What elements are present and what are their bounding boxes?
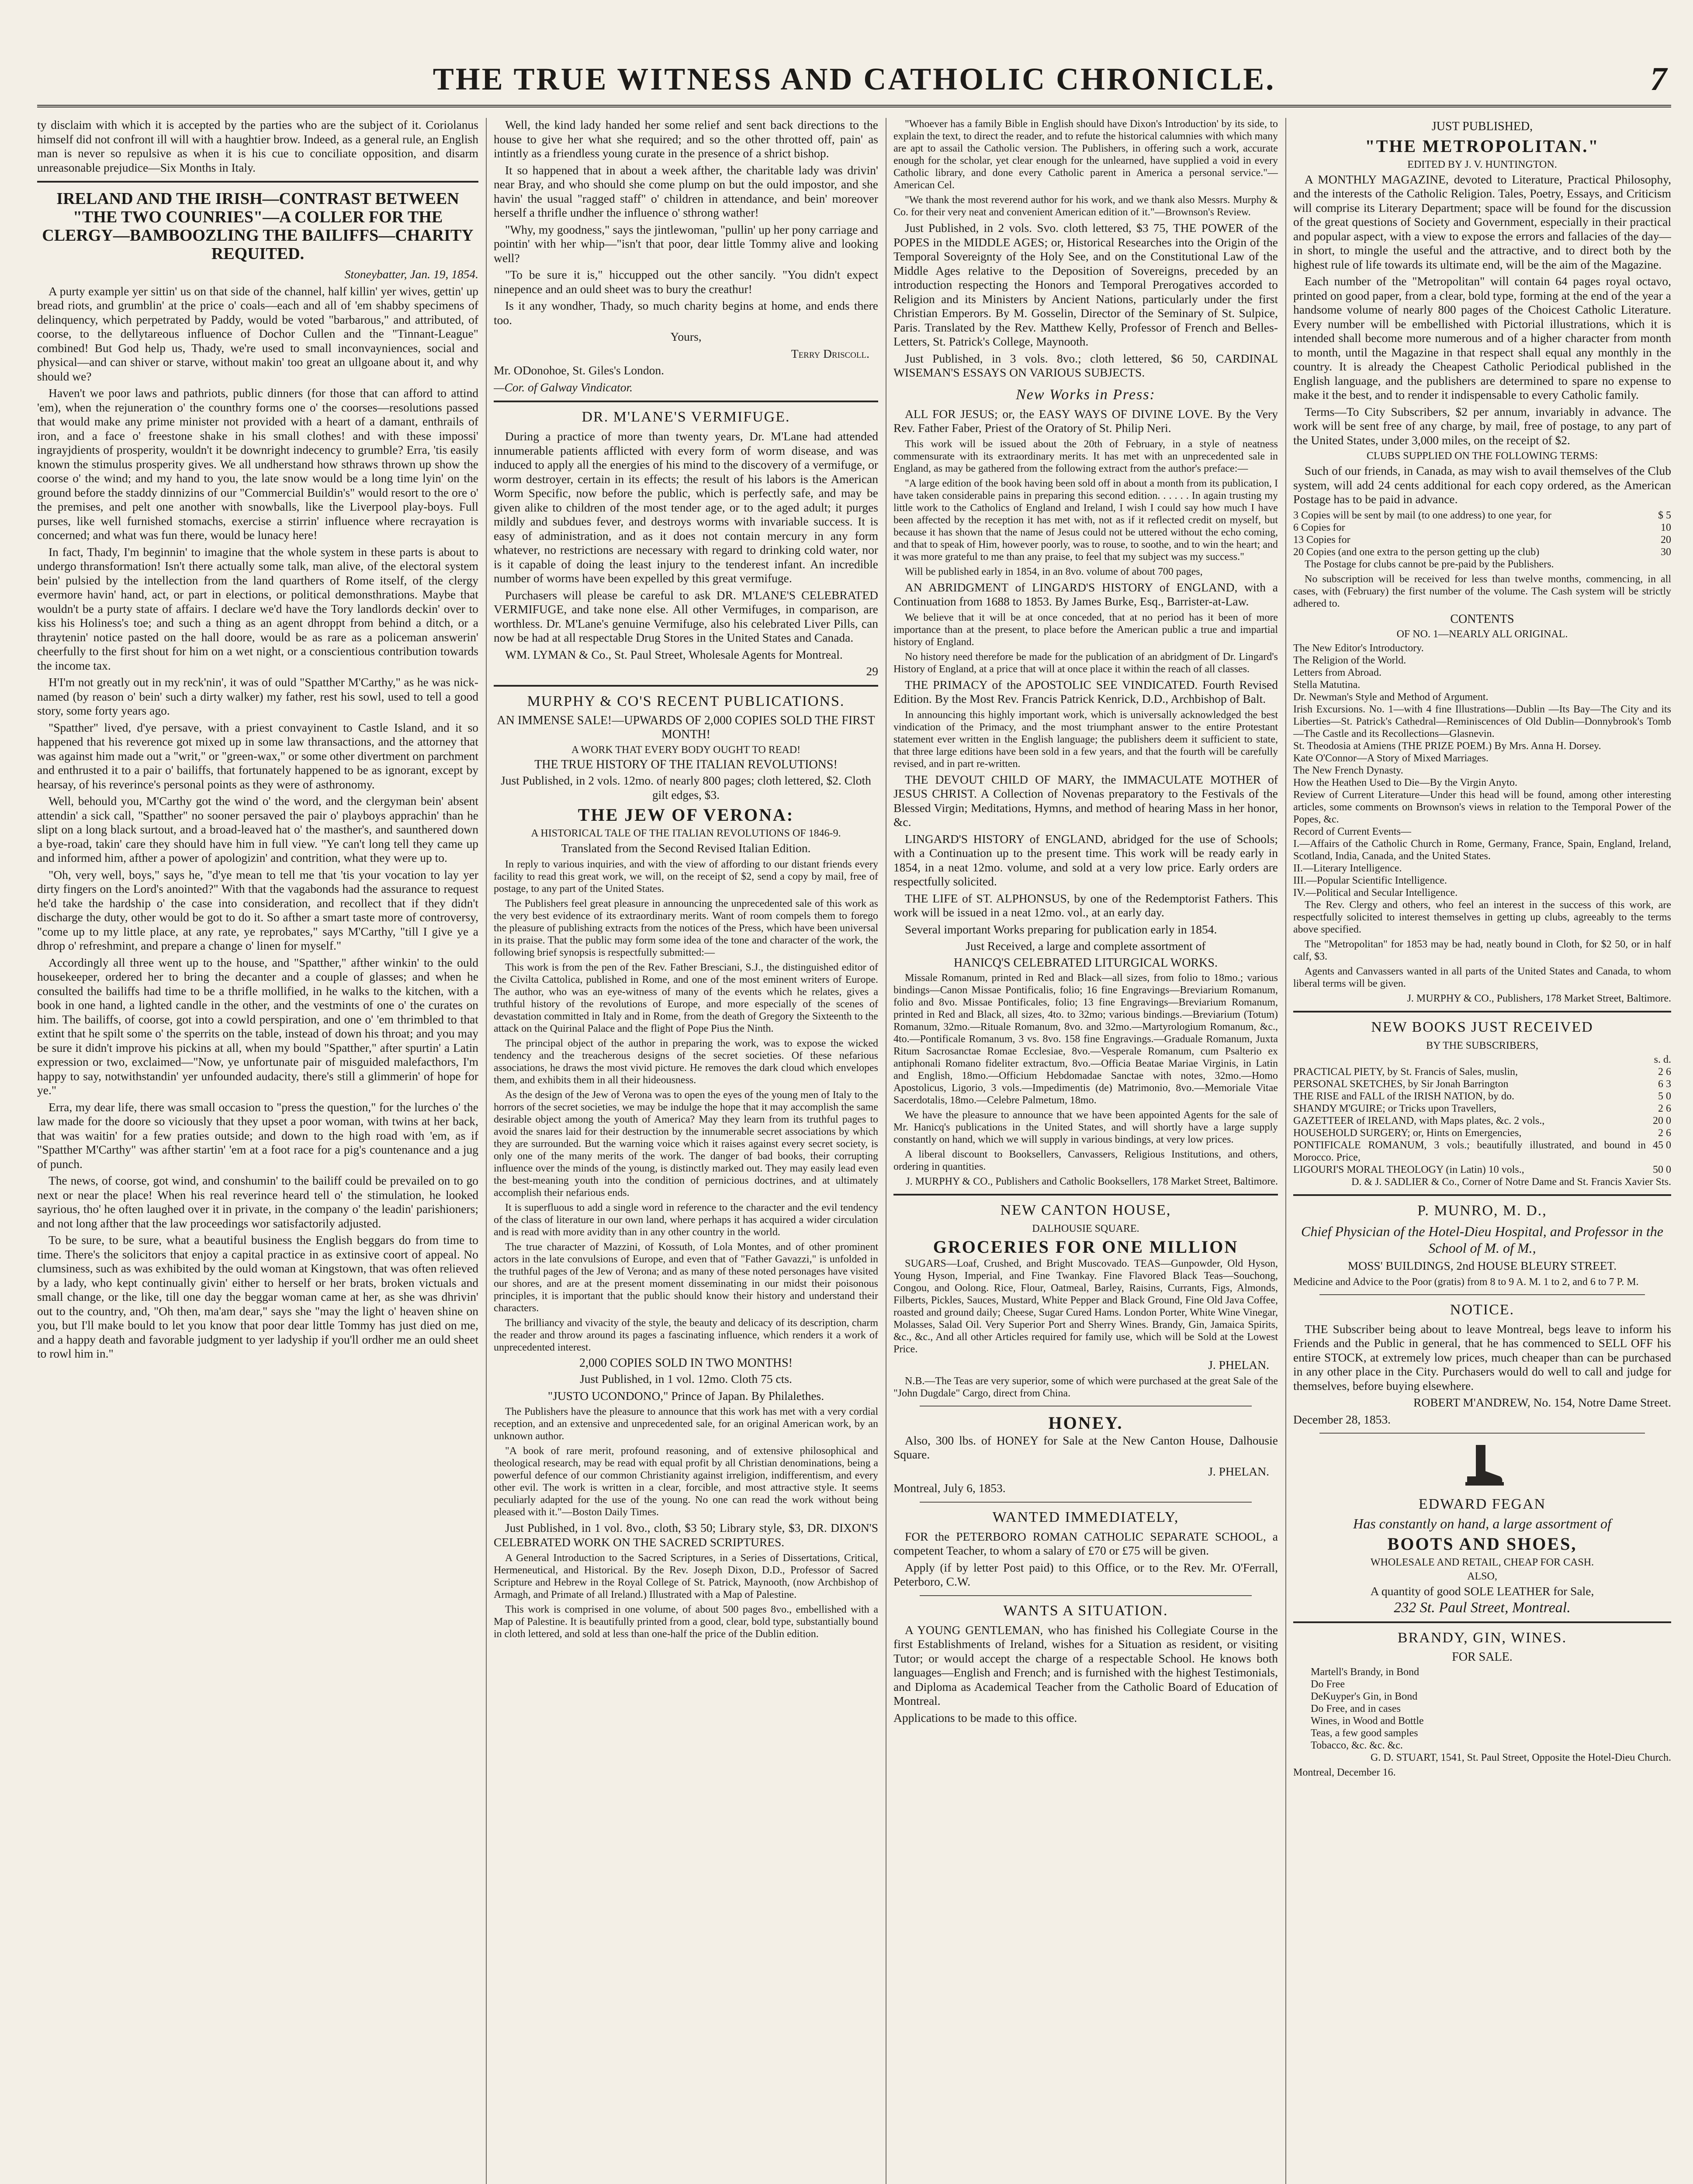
ad-signature: J. MURPHY & CO., Publishers, 178 Market Street, Baltimore. <box>1407 993 1671 1004</box>
ad-text: A quantity of good SOLE LEATHER for Sale, <box>1370 1584 1594 1598</box>
contents-item: II.—Literary Intelligence. <box>1293 863 1402 874</box>
ad-text: MOSS' BUILDINGS, 2nd HOUSE BLEURY STREET. <box>1347 1259 1617 1272</box>
contents-item: III.—Popular Scientific Intelligence. <box>1293 875 1447 886</box>
article-text: A purty example yer sittin' us on that side of the channel, half killin' yer wives, gettin' up bread riots, and grumblin' at the price o' coals—each and all of 'em shabby specimens of delinquency, which perpetrated by Paddy, would be voted "barbarous," and attributed, of coorse, to the dellytareous influence of Dochor Cullen and the "Tinnant-League" combined! But God help us, Thady, we're used to small inconvayniences, social and physical—and can shiver or starve, without makin' too great an ullgoane about it, and why should we? <box>37 284 478 383</box>
ad-text: We believe that it will be at once conceded, that at no period has it been of more importance than at the present, to place before the American public a true and impartial history of England. <box>893 612 1278 648</box>
ad-text: Several important Works preparing for publication early in 1854. <box>905 922 1217 936</box>
price-label: LIGOURI'S MORAL THEOLOGY (in Latin) 10 vols., <box>1293 1164 1524 1175</box>
ad-text: A MONTHLY MAGAZINE, devoted to Literature, Practical Philosophy, and the interests of the Catholic Religion. Tales, Poetry, Essays, and Criticism will comprise its Literary Department; space will be found for the discussion of the great questions of Society and Government, especially in their practical and popular aspect, with a view to expose the errors and fallacies of the day—in short, to mingle the useful and the attractive, and to direct both by the highest rule of life towards its ultimate end, will be the aim of the Magazine. <box>1293 172 1671 271</box>
ad-text: Just Published, in 1 vol. 8vo., cloth, $3 50; Library style, $3, DR. DIXON'S CELEBRATED WORK ON THE SACRED SCRIPTURES. <box>494 1521 878 1549</box>
price-label: PONTIFICALE ROMANUM, 3 vols.; beautifully illustrated, and bound in Morocco. Price, <box>1293 1140 1646 1163</box>
ad-text: "Whoever has a family Bible in English should have Dixon's Introduction' by its side, to explain the text, to direct the reader, and to refute the historical calumnies with which many are apt to assail the Catholic version. The Publishers, in offering such a work, accurate enough for the scholar, yet clear enough for the unlearned, have supplied a void in every Catholic library, and done every Catholic parent in America a personal service."—American Cel. <box>893 118 1278 191</box>
newspaper-title: THE TRUE WITNESS AND CATHOLIC CHRONICLE. <box>433 62 1276 97</box>
ad-text: The Publishers feel great pleasure in announcing the unprecedented sale of this work as the very best evidence of its extraordinary merits. Want of room compels them to forego the pleasure of publishing extracts from the notices of the Press, which have been universal in its praise. That the public may form some idea of the tone and character of the work, the following brief synopsis is respectfully submitted:— <box>494 898 878 958</box>
ad-heading: P. MUNRO, M. D., <box>1417 1203 1547 1219</box>
ad-text: Such of our friends, in Canada, as may wish to avail themselves of the Club system, will add 24 cents additional for each copy ordered, as the American Postage has to be paid in advance. <box>1293 464 1671 506</box>
ad-signature: D. & J. SADLIER & Co., Corner of Notre Dame and St. Francis Xavier Sts. <box>1351 1176 1671 1188</box>
price-value: 30 <box>1661 546 1671 558</box>
article-headline: IRELAND AND THE IRISH—CONTRAST BETWEEN "THE TWO COUNRIES"—A COLLER FOR THE CLERGY—BAMBOOZLING THE BAILIFFS—CHARITY REQUITED. <box>42 190 474 263</box>
ad-heading: DR. M'LANE'S VERMIFUGE. <box>582 409 790 425</box>
letter-closing: Yours, <box>670 330 702 343</box>
contents-item: Review of Current Literature—Under this head will be found, among other interesting articles, some comments on Brownson's views in relation to the Temporal Power of the Popes, &c. <box>1293 789 1671 825</box>
ad-number: 29 <box>866 664 878 678</box>
ad-signature: J. PHELAN. <box>1208 1358 1269 1372</box>
ad-text: FOR the PETERBORO ROMAN CATHOLIC SEPARATE SCHOOL, a competent Teacher, to whom a salary of £70 or £75 will be given. <box>893 1529 1278 1557</box>
dateline: Stoneybatter, Jan. 19, 1854. <box>344 267 478 281</box>
ad-text: No subscription will be received for less than twelve months, commencing, in all cases, with (February) the first number of the volume. The Cash system will be strictly adhered to. <box>1293 573 1671 609</box>
ad-heading: WANTS A SITUATION. <box>1003 1602 1168 1619</box>
price-row <box>1293 1115 1671 1127</box>
divider <box>1293 1194 1671 1196</box>
ad-subheading: 2,000 COPIES SOLD IN TWO MONTHS! <box>579 1356 793 1370</box>
column-rule <box>486 118 487 2184</box>
ad-signature: ROBERT M'ANDREW, No. 154, Notre Dame Street. <box>1413 1396 1671 1409</box>
price-value: 2 6 <box>1658 1066 1671 1078</box>
boot-icon <box>1458 1441 1506 1489</box>
column-4 <box>1293 118 1671 2184</box>
article-text: The news, of coorse, got wind, and conshumin' to the bailiff could be prevailed on to go next or near the place! When his real reverince heard tell o' the stimulation, he looked sayrious, tho' he often laughed over it in private, in the company o' the leadin' parishioners; and not long afther that the law proceedings wor satisfactorily adjusted. <box>37 1174 478 1230</box>
column-2 <box>494 118 878 2184</box>
price-label: GAZETTEER of IRELAND, with Maps plates, &c. 2 vols., <box>1293 1115 1545 1127</box>
ad-heading: NEW CANTON HOUSE, <box>1000 1202 1171 1218</box>
ad-text: Just Published, in 2 vols. 12mo. of nearly 800 pages; cloth lettered, $2. Cloth gilt edges, $3. <box>501 774 871 802</box>
ad-date: Montreal, July 6, 1853. <box>893 1481 1006 1495</box>
ad-heading: NEW BOOKS JUST RECEIVED <box>1371 1019 1593 1035</box>
price-value: 10 <box>1661 522 1671 533</box>
divider <box>494 685 878 687</box>
ad-text: "A book of rare merit, profound reasoning, and of extensive philosophical and theological research, may be read with equal profit by all Christian denominations, being a powerful defence of our common Christianity against irreligion, indifferentism, and every other evil. The work is written in a clear, forcible, and most attractive style. It seems peculiarly adapted for the use of the young. No one can read the work without being pleased with it."—Boston Daily Times. <box>494 1445 878 1518</box>
article-text: It so happened that in about a week afther, the charitable lady was drivin' near Bray, and who should she come plump on but the ould impostor, and she havin' the usual "ragged staff" o' children in attendance, and bein' moreover herself a thrifle undher the influence o' sthrong wather! <box>494 163 878 219</box>
ad-heading: "THE METROPOLITAN." <box>1365 136 1600 156</box>
column-rule <box>1285 118 1286 2184</box>
liquor-item: Wines, in Wood and Bottle <box>1311 1715 1424 1727</box>
price-value: 6 3 <box>1658 1078 1671 1090</box>
ad-heading: MURPHY & CO'S RECENT PUBLICATIONS. <box>527 693 845 709</box>
ad-heading: BOOTS AND SHOES, <box>1387 1534 1577 1554</box>
ad-text: In reply to various inquiries, and with the view of affording to our distant friends every facility to read this great work, we will, on the receipt of $2, send a copy by mail, free of postage, to any part of the United States. <box>494 858 878 895</box>
ad-subheading: JUST PUBLISHED, <box>1431 120 1533 133</box>
ad-heading: WANTED IMMEDIATELY, <box>992 1509 1179 1525</box>
ad-text: THE Subscriber being about to leave Montreal, begs leave to inform his Friends and the Public in general, that he has commenced to SELL OFF his entire STOCK, at extremely low prices, much cheaper than can be purchased in any other place in the City. Purchasers would do well to call and judge for themselves, before buying elsewhere. <box>1293 1322 1671 1393</box>
ad-text: SUGARS—Loaf, Crushed, and Bright Muscovado. TEAS—Gunpowder, Old Hyson, Young Hyson, Imperial, and Fine Twankay. Fine Flavored Black Teas—Souchong, Congou, and Oolong. Rice, Flour, Oatmeal, Barley, Raisins, Currants, Figs, Almonds, Filberts, Pickles, Sauces, Mustard, White Pepper and Black Ground, Fine Old Java Coffee, roasted and ground daily; Cheese, Sugar Cured Hams. London Porter, White Wine Vinegar, Molasses, Salad Oil. Very Superior Port and Sherry Wines. Brandy, Gin, Jamaica Spirits, &c., &c., And all other Articles required for family use, which will be Sold at the Lowest Price. <box>893 1258 1278 1355</box>
page-number: 7 <box>1650 61 1667 97</box>
ad-subheading: WHOLESALE AND RETAIL, CHEAP FOR CASH. <box>1370 1556 1594 1568</box>
ad-text: The "Metropolitan" for 1853 may be had, neatly bound in Cloth, for $2 50, or in half calf, $3. <box>1293 939 1671 962</box>
contents-item: How the Heathen Used to Die—By the Virgin Anyto. <box>1293 777 1517 788</box>
ad-text: Also, 300 lbs. of HONEY for Sale at the New Canton House, Dalhousie Square. <box>893 1433 1278 1461</box>
price-value: 2 6 <box>1658 1127 1671 1139</box>
price-row <box>1293 1102 1671 1115</box>
column-1 <box>37 118 478 2184</box>
liquor-item: Do Free <box>1311 1679 1345 1690</box>
divider <box>1319 1294 1645 1295</box>
article-text: H'I'm not greatly out in my reck'nin', it was of ould "Spatther M'Carthy," as he was nick-named (by reason o' bein' such a dirty walker) my father, rest his sowl, used to tell a good story, some forty years ago. <box>37 675 478 717</box>
ad-text: AN ABRIDGMENT of LINGARD'S HISTORY of ENGLAND, with a Continuation from 1688 to 1853. By James Burke, Esq., Barrister-at-Law. <box>893 580 1278 608</box>
ad-subheading: AN IMMENSE SALE!—UPWARDS OF 2,000 COPIES SOLD THE FIRST MONTH! <box>497 713 875 741</box>
contents-item: Stella Matutina. <box>1293 679 1361 691</box>
ad-subheading: THE TRUE HISTORY OF THE ITALIAN REVOLUTIONS! <box>534 757 838 771</box>
ad-subheading: DALHOUSIE SQUARE. <box>1032 1223 1139 1234</box>
ad-text: During a practice of more than twenty years, Dr. M'Lane had attended innumerable patients afflicted with every form of worm disease, and was induced to apply all the energies of his mind to the discovery of a vermifuge, or worm destroyer, certain in its effects; the result of his labors is the American Worm Specific, now before the public, which is perfectly safe, and may be given alike to children of the most tender age, or to the aged adult; it purges mildly and subdues fever, and destroys worms with invariable success. It is easy of administration, and as it does not contain mercury in any form whatever, no restrictions are necessary with regard to drinking cold water, nor is it capable of doing the least injury to the tenderest infant. An incredible number of worms have been expelled by this great vermifuge. <box>494 429 878 585</box>
ad-subheading: New Works in Press: <box>1016 386 1156 403</box>
divider <box>1319 1433 1645 1434</box>
ad-heading: EDWARD FEGAN <box>1418 1496 1546 1512</box>
ad-text: THE LIFE of ST. ALPHONSUS, by one of the Redemptorist Fathers. This work will be issued in a neat 12mo. vol., at an early day. <box>893 891 1278 919</box>
liquor-item: Do Free, and in cases <box>1311 1703 1401 1714</box>
price-value: 20 <box>1661 534 1671 546</box>
liquor-item: Tobacco, &c. &c. &c. <box>1311 1740 1403 1751</box>
article-text: Haven't we poor laws and pathriots, public dinners (for those that can afford to attind 'em), when the rejuneration o' the counthry forms one o' the coorses—resolutions passed that would make any prime minister not provided with a heart of a damant, enthrails of iron, and a face o' freestone shake in his small clothes! and with these impossi' ingrayjdients of prosperity, wouldn't it be downright indecency to grumble? Erra, 'tis easily known the stimulus prosperity gives. We all undherstand how sthraws thrown up show the coorse o' the wind; and my hand to you, the late snow would be a long time lyin' on the ground before the staddy dinnizins of our "Commercial Buildin's" would resort to the ore o' the premises, and pelt one another with snowballs, like the Liverpool play-boys. Full purses, like well furnished stomachs, exercise a stirrin' influence where recrayation is concerned; and what was fun there, would be lunacy here! <box>37 386 478 542</box>
contents-list <box>1293 642 1671 899</box>
liquor-item: Martell's Brandy, in Bond <box>1311 1666 1419 1678</box>
ad-text: A YOUNG GENTLEMAN, who has finished his Collegiate Course in the first Establishments of Ireland, wishes for a Situation as resident, or visiting Tutor; or would accept the charge of a respectable School. He knows both languages—English and French; and is furnished with the highest Testimonials, and Diploma as Academical Teacher from the Catholic Board of Education of Montreal. <box>893 1623 1278 1707</box>
ad-subheading: A WORK THAT EVERY BODY OUGHT TO READ! <box>571 744 801 756</box>
ad-text: Terms—To City Subscribers, $2 per annum, invariably in advance. The work will be sent free of any charge, by mail, free of postage, to any part of the United States, under 3,000 miles, on the receipt of $2. <box>1293 404 1671 447</box>
ad-text: "A large edition of the book having been sold off in about a month from its publication, I have taken considerable pains in preparing this second edition. . . . . . In again trusting my little work to the Catholics of England and Ireland, I wish I could say how much I have been affected by the reception it has met with, not as if it reflected credit on myself, but because it has shown that the name of Jesus could not be uttered without the echo coming, and that to speak of Him, however poorly, was to rouse, to soothe, and to win the heart; and it was more grateful to me than any praise, to feel that my subject was my success." <box>893 477 1278 563</box>
contents-item: The New French Dynasty. <box>1293 765 1403 776</box>
ad-signature: G. D. STUART, 1541, St. Paul Street, Opposite the Hotel-Dieu Church. <box>1370 1752 1671 1763</box>
price-row <box>1293 546 1671 558</box>
divider <box>893 1194 1278 1196</box>
ad-subheading: EDITED BY J. V. HUNTINGTON. <box>1407 159 1557 170</box>
price-row <box>1293 1164 1671 1176</box>
ad-heading: NOTICE. <box>1450 1301 1515 1318</box>
ad-text: We have the pleasure to announce that we have been appointed Agents for the sale of Mr. Hanicq's publications in the United States, and will shortly have a large supply constantly on hand, which we will supply in various bindings, at very low prices. <box>893 1109 1278 1145</box>
ad-text: Each number of the "Metropolitan" will contain 64 pages royal octavo, printed on good paper, from a clear, bold type, forming at the end of the year a handsome volume of nearly 800 pages of the Choicest Catholic Literature. Every number will be embellished with Pictorial illustrations, which it is intended shall become more numerous and of a higher character from month to month, until the Magazine in that respect shall equal any monthly in the country. It is already the Cheapest Catholic Periodical published in the English language, and the publishers are determined to spare no expense to make it the best, and to render it indispensable to every Catholic family. <box>1293 274 1671 401</box>
ad-heading: GROCERIES FOR ONE MILLION <box>933 1237 1239 1257</box>
article-text: "Oh, very well, boys," says he, "d'ye mean to tell me that 'tis your vocation to lay yer dirty fingers on the Lord's anointed?" With that the vagabonds had the assurance to request he'd take the hardship o' the case into consideration, and recollect that if they didn't discharge the duty, other would be got to do it. So afther a smart taste more of controversy, "come up to my little place, at any rate, ye reprobates," says M'Carthy, "till I give ye a dhrop o' refreshmint, and prepare a change o' linen for myself." <box>37 867 478 952</box>
ad-subheading: HANICQ'S CELEBRATED LITURGICAL WORKS. <box>954 956 1218 970</box>
article-text: Is it any wondher, Thady, so much charity begins at home, and ends there too. <box>494 299 878 327</box>
ad-subheading: OF NO. 1—NEARLY ALL ORIGINAL. <box>1396 629 1568 640</box>
price-label: 3 Copies will be sent by mail (to one address) to one year, for <box>1293 509 1551 521</box>
book-subtitle: A HISTORICAL TALE OF THE ITALIAN REVOLUTIONS OF 1846-9. <box>531 828 841 839</box>
price-label: 13 Copies for <box>1293 534 1350 546</box>
ad-text: Just Published, in 3 vols. 8vo.; cloth lettered, $6 50, CARDINAL WISEMAN'S ESSAYS ON VARIOUS SUBJECTS. <box>893 351 1278 379</box>
ad-text: In announcing this highly important work, which is universally acknowledged the best vindication of the Primacy, and the most triumphant answer to the entire Protestant statement ever written in the English language; the publishers deem it sufficient to state, that three large editions have been sold in a few years, and that the fourth will be carefully revised, and in part re-written. <box>893 709 1278 770</box>
ad-text: Agents and Canvassers wanted in all parts of the United States and Canada, to whom liberal terms will be given. <box>1293 966 1671 989</box>
ad-text: THE DEVOUT CHILD OF MARY, the IMMACULATE MOTHER of JESUS CHRIST. A Collection of Novenas preparatory to the Festivals of the Blessed Virgin; Meditations, Hymns, and method of hearing Mass in her honor, &c. <box>893 772 1278 829</box>
price-label: THE RISE and FALL of the IRISH NATION, by do. <box>1293 1091 1514 1102</box>
ad-text: The true character of Mazzini, of Kossuth, of Lola Montes, and of other prominent actors in the late convulsions of Europe, and even that of "Father Gavazzi," is unfolded in the truthful pages of the Jew of Verona; and as many of these noted personages have visited our shores, and are at the present moment disseminating in our midst their poisonous principles, it is important that the public should know their history and understand their characters. <box>494 1241 878 1314</box>
ad-subheading: CLUBS SUPPLIED ON THE FOLLOWING TERMS: <box>1366 450 1598 462</box>
article-text: Accordingly all three went up to the house, and "Spatther," afther winkin' to the ould housekeeper, ordered her to bring the decanter and a couple of glasses; and when he consulted the bailiffs had time to be a thrifle mollified, in he walks to the kitchen, with a book in one hand, a lighted candle in the other, and the vestmints of one o' the curates on him. The bailiffs, of coorse, got into a cowld perspiration, and one o' 'em thrimbled to that extint that he spilt some o' the sperrits on the table, instead of down his throat; and you may be sure it didn't improve his pickins at all, when my bould "Spatther," after spurtin' a Latin expression or two, exclaimed—"Now, ye unfortunate pair of misguided malefacthors, I'm happy to say, notwithstandin' yer unfounded audacity, there's still a glimmerin' of hope for ye." <box>37 955 478 1097</box>
ad-text: Missale Romanum, printed in Red and Black—all sizes, from folio to 18mo.; various bindings—Canon Missae Pontificalis, folio; 16 fine Engravings—Breviarium Romanum, folio and 8vo. Missae Pontificales, folio; 13 fine Engravings—Breviarium Romanum, printed in Red and Black, all sizes, 4to. to 32mo; various bindings.—Breviarium (Totum) Romanum, 32mo.—Rituale Romanum, 8vo. and 32mo.—Martyrologium Romanum, &c., 4to.—Pontificale Romanum, 3 vs. 8vo. 158 fine Engravings.—Graduale Romanum, Juxta Ritum Sacrosanctae Romae Ecclesiae, 8vo.—Vesperale Romanum, cum Psalterio ex antiphonali Romano fideliter extractum, 8vo.—Officia Beatae Mariae Virginis, in Latin and English, 18mo.—Officium Hebdomadae Sanctae with notes, 32mo.—Homo Apostolicus, Ligorio, 3 vols.—Impedimentis (de) Matrimonio, 8vo.—Memoriale Vitae Sacerdotalis, 18mo.—Celebre Palmetum, 18mo. <box>893 972 1278 1106</box>
price-columns: s. d. <box>1654 1054 1671 1065</box>
ad-text: This work is comprised in one volume, of about 500 pages 8vo., embellished with a Map of Palestine. It is beautifully printed from a good, clear, bold type, substantially bound in cloth lettered, and sold at less than one-half the price of the Dublin edition. <box>494 1604 878 1640</box>
price-value: 2 6 <box>1658 1103 1671 1114</box>
ad-text: This work is from the pen of the Rev. Father Bresciani, S.J., the distinguished editor of the Civilta Cattolica, published in Rome, and one of the most eminent writers of Europe. The author, who was an eye-witness of many of the events which he relates, gives a truthful history of the revolutions of Europe, and more especially of the scenes of devastation committed in Italy and in Rome, from the death of Gregory the Sixteenth to the attack on the Quirinal Palace and the flight of Pope Pius the Ninth. <box>494 961 878 1034</box>
price-row <box>1293 534 1671 546</box>
divider <box>494 401 878 402</box>
club-price-list <box>1293 509 1671 558</box>
ad-text: It is superfluous to add a single word in reference to the character and the evil tendency of the class of literature in our own land, where perhaps it has acquired a wider circulation and is read with more avidity than in any other country in the world. <box>494 1202 878 1238</box>
ad-text: The principal object of the author in preparing the work, was to expose the wicked tendency and the treacherous designs of the secret societies. Of these nefarious associations, he draws the most vivid picture. He removes the dark cloud which envelopes them, and exhibits them in all their hideousness. <box>494 1037 878 1086</box>
liquor-list <box>1293 1666 1671 1752</box>
divider <box>920 1502 1252 1503</box>
article-text: "To be sure it is," hiccupped out the other sancily. "You didn't expect ninepence and an ould sheet was to bury the creathur! <box>494 268 878 296</box>
article-text: In fact, Thady, I'm beginnin' to imagine that the whole system in these parts is about to undergo thransformation! Isn't there actually some talk, man alive, of the electoral system bein' pulsied by the intellection from the land quarthers of Rome itself, of the clergy evermore havin' hand, act, or part in elections, or political demonsthrations. Maybe that wouldn't be a purty state of affairs. I declare we'd have the Tory landlords deckin' over to kiss his Holiness's toe; and such a thing as an agent dhroppt from behind a ditch, or a thraytenin' notice pasted on the hall doore, would be as rare as a policeman answerin' cheerfully to the first shout for him on a wet night, or a conscientious contribution towards the income tax. <box>37 545 478 672</box>
divider <box>1293 1011 1671 1013</box>
ad-subheading: CONTENTS <box>1450 612 1514 626</box>
price-label: 6 Copies for <box>1293 522 1345 533</box>
ad-text: A liberal discount to Booksellers, Canvassers, Religious Institutions, and others, ordering in quantities. <box>893 1149 1278 1172</box>
price-label: HOUSEHOLD SURGERY; or, Hints on Emergencies, <box>1293 1127 1522 1139</box>
ad-text: THE PRIMACY of the APOSTOLIC SEE VINDICATED. Fourth Revised Edition. By the Most Rev. Francis Patrick Kenrick, D.D., Archbishop of Balt. <box>893 677 1278 705</box>
ad-text: The brilliancy and vivacity of the style, the beauty and delicacy of its description, charm the reader and throw around its pages a fascinating influence, which renders it a work of unprecedented interest. <box>494 1317 878 1353</box>
contents-item: Kate O'Connor—A Story of Mixed Marriages. <box>1293 753 1489 764</box>
divider <box>1293 1621 1671 1623</box>
ad-text: WM. LYMAN & Co., St. Paul Street, Wholesale Agents for Montreal. <box>505 647 843 661</box>
price-row <box>1293 1066 1671 1078</box>
contents-item: Dr. Newman's Style and Method of Argument. <box>1293 691 1489 703</box>
price-row <box>1293 1090 1671 1102</box>
price-row <box>1293 1127 1671 1139</box>
ad-text: Will be published early in 1854, in an 8vo. volume of about 700 pages, <box>905 566 1203 577</box>
ad-text: The Rev. Clergy and others, who feel an interest in the success of this work, are respectfully solicited to interest themselves in getting up clubs, agreeably to the terms above specified. <box>1293 899 1671 935</box>
book-title: THE JEW OF VERONA: <box>578 805 794 825</box>
ad-text: LINGARD'S HISTORY of ENGLAND, abridged for the use of Schools; with a Continuation up to the present time. This work will be ready early in 1854, in a neat 12mo. volume, and sold at a very low price. Early orders are respectfully solicited. <box>893 832 1278 888</box>
ad-text: No history need therefore be made for the publication of an abridgment of Dr. Lingard's History of England, at a price that will at once place it within the reach of all classes. <box>893 651 1278 675</box>
ad-text: The Postage for clubs cannot be pre-paid by the Publishers. <box>1305 558 1554 570</box>
ad-signature: J. PHELAN. <box>1208 1464 1269 1478</box>
price-row <box>1293 522 1671 534</box>
price-value: 5 0 <box>1658 1091 1671 1102</box>
letter-signature: Terry Driscoll. <box>791 346 869 360</box>
newspaper-page <box>37 57 1671 2184</box>
ad-signature: J. MURPHY & CO., Publishers and Catholic Booksellers, 178 Market Street, Baltimore. <box>906 1176 1278 1187</box>
ad-subheading: Chief Physician of the Hotel-Dieu Hospital, and Professor in the School of M. of M., <box>1301 1223 1663 1256</box>
liquor-item: Teas, a few good samples <box>1311 1728 1418 1739</box>
price-label: 20 Copies (and one extra to the person getting up the club) <box>1293 546 1540 558</box>
ad-text: Translated from the Second Revised Italian Edition. <box>561 841 811 855</box>
contents-item: Irish Excursions. No. 1—with 4 fine Illustrations—Dublin —Its Bay—The City and its Liberties—St. Patrick's Cathedral—Reminiscences of Old Dublin—Donnybrook's Tomb —The Castle and its Recollections—Glasnevin. <box>1293 704 1671 740</box>
article-text: "Why, my goodness," says the jintlewoman, "pullin' up her pony carriage and pointin' with her whip—"isn't that poor, dear little Tommy alive and looking well? <box>494 222 878 265</box>
ad-text: N.B.—The Teas are very superior, some of which were purchased at the great Sale of the "John Dugdale" Cargo, direct from China. <box>893 1375 1278 1399</box>
article-text: To be sure, to be sure, what a beautiful business the English beggars do from time to time. There's the solicitors that enjoy a capital practice in as extinsive coort of appeal. No clumsiness, such as was exhibited by the ould woman at Kingstown, that was often relieved by a lady, who kept continually givin' either to herself or her brats, broken victuals and small change, or the like, till one day the beggar woman came at her, as she was dhrivin' out to the country, and, "Oh then, ma'am dear," says she "may the light o' heaven shine on you, but I'll make bould to let you know that poor dear little Tommy has just died on me, and a happy death and favorable judgment to yer ladyship if you'll ordher me an ould sheet to rowl him in." <box>37 1233 478 1360</box>
book-price-list <box>1293 1066 1671 1176</box>
contents-item: The Religion of the World. <box>1293 655 1406 666</box>
ad-text: Applications to be made to this office. <box>893 1711 1077 1724</box>
ad-text: Apply (if by letter Post paid) to this Office, or to the Rev. Mr. O'Ferrall, Peterboro, C.W. <box>893 1560 1278 1588</box>
price-label: PRACTICAL PIETY, by St. Francis of Sales, muslin, <box>1293 1066 1518 1078</box>
price-label: SHANDY M'GUIRE; or Tricks upon Travellers, <box>1293 1103 1496 1114</box>
contents-item: St. Theodosia at Amiens (THE PRIZE POEM.) By Mrs. Anna H. Dorsey. <box>1293 740 1601 752</box>
book-title: "JUSTO UCONDONO," Prince of Japan. By Philalethes. <box>547 1389 824 1403</box>
article-text: Well, the kind lady handed her some relief and sent back directions to the house to give her what she required; and so the other throtted off, pain' as intintly as a friendless young curate in the presence of a shrict bishop. <box>494 118 878 160</box>
price-value: 20 0 <box>1653 1115 1671 1127</box>
ad-heading: BRANDY, GIN, WINES. <box>1397 1629 1567 1646</box>
contents-item: I.—Affairs of the Catholic Church in Rome, Germany, France, Spain, England, Ireland, Scotland, India, Canada, and the United States. <box>1293 838 1671 862</box>
ad-date: December 28, 1853. <box>1293 1412 1391 1426</box>
price-row <box>1293 1139 1671 1164</box>
contents-item: IV.—Political and Secular Intelligence. <box>1293 887 1458 898</box>
article-text: "Spatther" lived, d'ye persave, with a priest convayinent to Castle Island, and it so happened that his reverence got mixed up in some law thransactions, and the attorney that was against him made out a "writ," or "green-wax," or some other divertment on parchment and enthrusted it to a pair o' bailiffs, that fortunately happened to be as ignorant, except by hearsay, of his reverince's personal points as they were of asthronomy. <box>37 720 478 791</box>
column-3 <box>893 118 1278 2184</box>
article-source: —Cor. of Galway Vindicator. <box>494 380 633 394</box>
price-row <box>1293 1078 1671 1090</box>
divider <box>37 181 478 183</box>
ad-text: ALL FOR JESUS; or, the EASY WAYS OF DIVINE LOVE. By the Very Rev. Father Faber, Priest of the Oratory of St. Philip Neri. <box>893 407 1278 435</box>
ad-text: A General Introduction to the Sacred Scriptures, in a Series of Dissertations, Critical, Hermeneutical, and Historical. By the Rev. Joseph Dixon, D.D., Professor of Sacred Scripture and Hebrew in the Royal College of St. Patrick, Maynooth, (now Archbishop of Armagh, and Primate of all Ireland.) Illustrated with a Map of Palestine. <box>494 1552 878 1600</box>
ad-text: Medicine and Advice to the Poor (gratis) from 8 to 9 A. M. 1 to 2, and 6 to 7 P. M. <box>1293 1276 1639 1288</box>
ad-subheading: BY THE SUBSCRIBERS, <box>1426 1040 1538 1051</box>
price-label: PERSONAL SKETCHES, by Sir Jonah Barrington <box>1293 1078 1509 1090</box>
ad-text: Just Published, in 2 vols. Svo. cloth lettered, $3 75, THE POWER of the POPES in the MIDDLE AGES; or, Historical Researches into the Origin of the Temporal Sovereignty of the Holy See, and on the Constitutional Law of the Middle Ages relative to the Deposition of Sovereigns, preceded by an introduction respecting the Honors and Temporal Prerogatives accorded to Religion and its Ministers by Ancient Nations, particularly under the first Christian Emperors. By M. Gosselin, Director of the Seminary of St. Sulpice, Paris. Translated by the Rev. Matthew Kelly, Professor of French and Belles-Letters, St. Patrick's College, Maynooth. <box>893 221 1278 348</box>
letter-addressee: Mr. ODonohoe, St. Giles's London. <box>494 363 664 377</box>
price-row <box>1293 509 1671 522</box>
article-text: Well, behould you, M'Carthy got the wind o' the word, and the clergyman bein' absent attendin' a sick call, "Spatther" no sooner persaved the pair o' playboys apprachin' than he slipt on a long black surtout, and a broad-leaved hat o' the masther's, and saunthered down a bye-road, takin' care they should have him in full view. "Ye can't long tell they came up and informed him, afther a power of apologizin' and contrition, what they were up to. <box>37 794 478 864</box>
ad-text: As the design of the Jew of Verona was to open the eyes of the young men of Italy to the horrors of the secret societies, we may be indulge the hope that it may accomplish the same desirable object among the youth of America? May they learn from its truthful pages to avoid the snares laid for their destruction by the innumerable secret associations by which they are surrounded. But the warning voice which it raises against every secret society, is only one of the many merits of the work. The danger of bad books, their corrupting influence over the minds of the young, is distinctly marked out. They may easily lead even the best-meaning youth into the condition of pernicious doctrines, and at ultimately accomplish their nefarious ends. <box>494 1089 878 1199</box>
liquor-item: DeKuyper's Gin, in Bond <box>1311 1691 1418 1702</box>
contents-item: The New Editor's Introductory. <box>1293 643 1424 654</box>
ad-text: Just Received, a large and complete assortment of <box>966 939 1206 953</box>
divider <box>920 1595 1252 1596</box>
masthead <box>37 57 1671 107</box>
ad-text: Just Published, in 1 vol. 12mo. Cloth 75 cts. <box>580 1372 792 1386</box>
ad-text: Has constantly on hand, a large assortment of <box>1353 1516 1611 1531</box>
ad-text: This work will be issued about the 20th of February, in a style of neatness commensurate with its extraordinary merits. It has met with an unprecedented sale in England, as may be gathered from the following extract from the author's preface:— <box>893 438 1278 474</box>
ad-date: Montreal, December 16. <box>1293 1767 1396 1778</box>
contents-item: Letters from Abroad. <box>1293 667 1381 678</box>
ad-text: Purchasers will please be careful to ask DR. M'LANE'S CELEBRATED VERMIFUGE, and take none else. All other Vermifuges, in comparison, are worthless. Dr. M'Lane's genuine Vermifuge, also his celebrated Liver Pills, can now be had at all respectable Drug Stores in the United States and Canada. <box>494 588 878 644</box>
ad-text: "We thank the most reverend author for his work, and we thank also Messrs. Murphy & Co. for their very neat and convenient American edition of it."—Brownson's Review. <box>893 194 1278 218</box>
article-text: Erra, my dear life, there was small occasion to "press the question," for the lurches o' the law made for the doore so viciously that they upset a poor woman, with twins at her back, that was waitin' for a few praties outside; and down to the high road with 'em, as if "Spatther M'Carthy" was afther startin' 'em at a foot race for a pig's countenance and a jug of punch. <box>37 1100 478 1171</box>
ad-heading: HONEY. <box>1048 1413 1123 1433</box>
ad-address: 232 St. Paul Street, Montreal. <box>1394 1600 1571 1616</box>
contents-item: Record of Current Events— <box>1293 826 1411 837</box>
article-text: ty disclaim with which it is accepted by the parties who are the subject of it. Coriolanus himself did not confront ill will with a haughtier brow. Indeed, as a general rule, an English man is never so repulsive as when it is his cue to conciliate opposition, and disarm unreasonable prejudice—Six Months in Italy. <box>37 118 478 174</box>
ad-subheading: ALSO, <box>1467 1570 1497 1582</box>
price-value: $ 5 <box>1658 509 1671 521</box>
price-value: 45 0 <box>1653 1140 1671 1151</box>
ad-text: The Publishers have the pleasure to announce that this work has met with a very cordial reception, and an extensive and unprecedented sale, for an original American work, by an unknown author. <box>494 1406 878 1442</box>
ad-subheading: FOR SALE. <box>1452 1650 1513 1664</box>
price-value: 50 0 <box>1653 1164 1671 1175</box>
